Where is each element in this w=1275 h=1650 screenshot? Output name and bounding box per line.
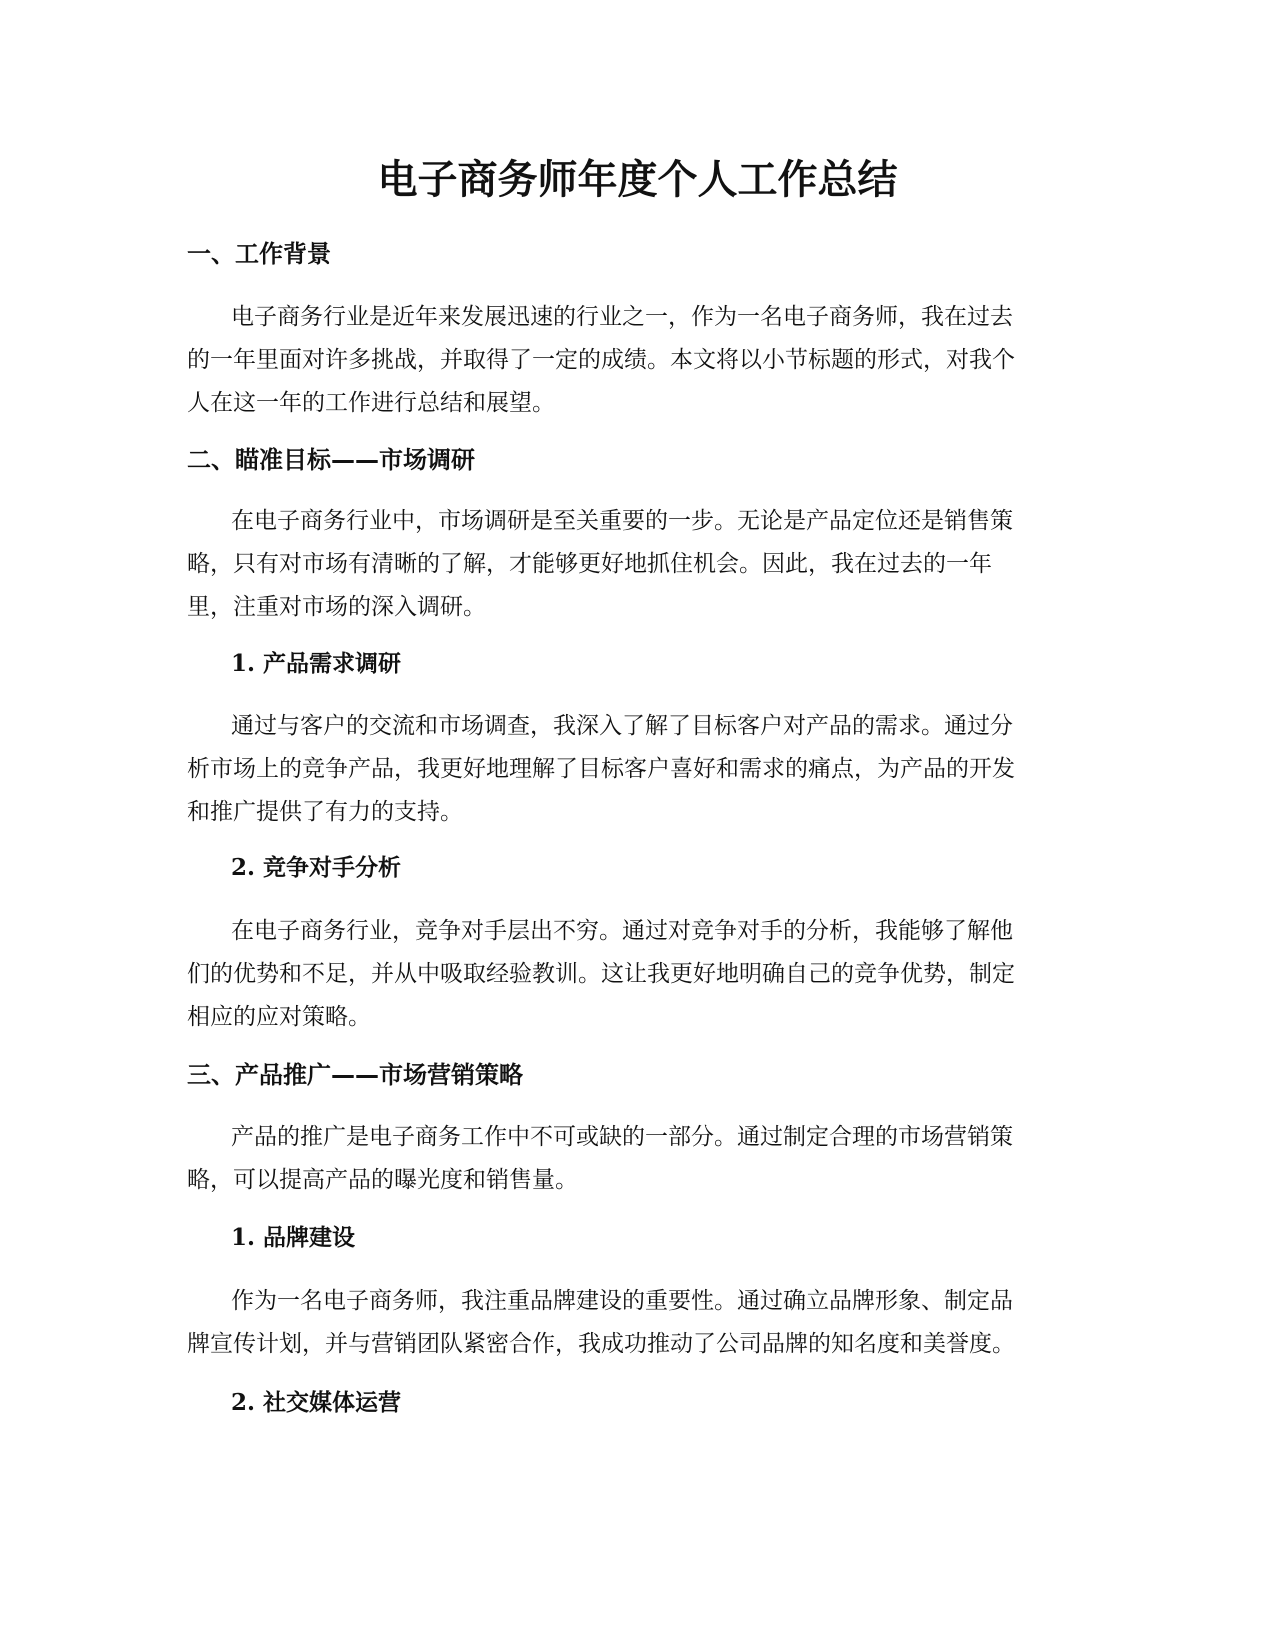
- subsection-heading: 1. 产品需求调研: [231, 650, 402, 677]
- paragraph-line: 相应的应对策略。: [187, 1004, 371, 1030]
- paragraph-line: 电子商务行业是近年来发展迅速的行业之一，作为一名电子商务师，我在过去: [231, 304, 1013, 330]
- paragraph-line: 和推广提供了有力的支持。: [187, 799, 463, 825]
- paragraph-line: 们的优势和不足，并从中吸取经验教训。这让我更好地明确自己的竞争优势，制定: [187, 961, 1015, 987]
- paragraph-line: 在电子商务行业中，市场调研是至关重要的一步。无论是产品定位还是销售策: [231, 508, 1013, 534]
- paragraph-line: 析市场上的竞争产品，我更好地理解了目标客户喜好和需求的痛点，为产品的开发: [187, 756, 1015, 782]
- paragraph: [187, 910, 1087, 1039]
- paragraph: [187, 500, 1087, 629]
- paragraph-line: 通过与客户的交流和市场调查，我深入了解了目标客户对产品的需求。通过分: [231, 713, 1013, 739]
- paragraph-line: 的一年里面对许多挑战，并取得了一定的成绩。本文将以小节标题的形式，对我个: [187, 347, 1015, 373]
- paragraph-line: 人在这一年的工作进行总结和展望。: [187, 390, 555, 416]
- paragraph-line: 牌宣传计划，并与营销团队紧密合作，我成功推动了公司品牌的知名度和美誉度。: [187, 1331, 1015, 1357]
- paragraph: [187, 296, 1087, 425]
- paragraph-line: 里，注重对市场的深入调研。: [187, 594, 486, 620]
- paragraph-line: 略，可以提高产品的曝光度和销售量。: [187, 1167, 578, 1193]
- paragraph-line: 在电子商务行业，竞争对手层出不穷。通过对竞争对手的分析，我能够了解他: [231, 918, 1013, 944]
- subsection-heading: 1. 品牌建设: [231, 1224, 356, 1251]
- paragraph-line: 产品的推广是电子商务工作中不可或缺的一部分。通过制定合理的市场营销策: [231, 1124, 1013, 1150]
- section-heading: 一、工作背景: [187, 240, 331, 268]
- document-title: 电子商务师年度个人工作总结: [377, 157, 898, 203]
- paragraph-line: 作为一名电子商务师，我注重品牌建设的重要性。通过确立品牌形象、制定品: [231, 1288, 1013, 1314]
- paragraph-line: 略，只有对市场有清晰的了解，才能够更好地抓住机会。因此，我在过去的一年: [187, 551, 992, 577]
- subsection-heading: 2. 竞争对手分析: [231, 854, 402, 881]
- paragraph: [187, 1116, 1087, 1202]
- section-heading: 三、产品推广——市场营销策略: [187, 1061, 523, 1089]
- paragraph: [187, 705, 1087, 834]
- paragraph: [187, 1280, 1087, 1366]
- subsection-heading: 2. 社交媒体运营: [231, 1389, 402, 1416]
- section-heading: 二、瞄准目标——市场调研: [187, 446, 475, 474]
